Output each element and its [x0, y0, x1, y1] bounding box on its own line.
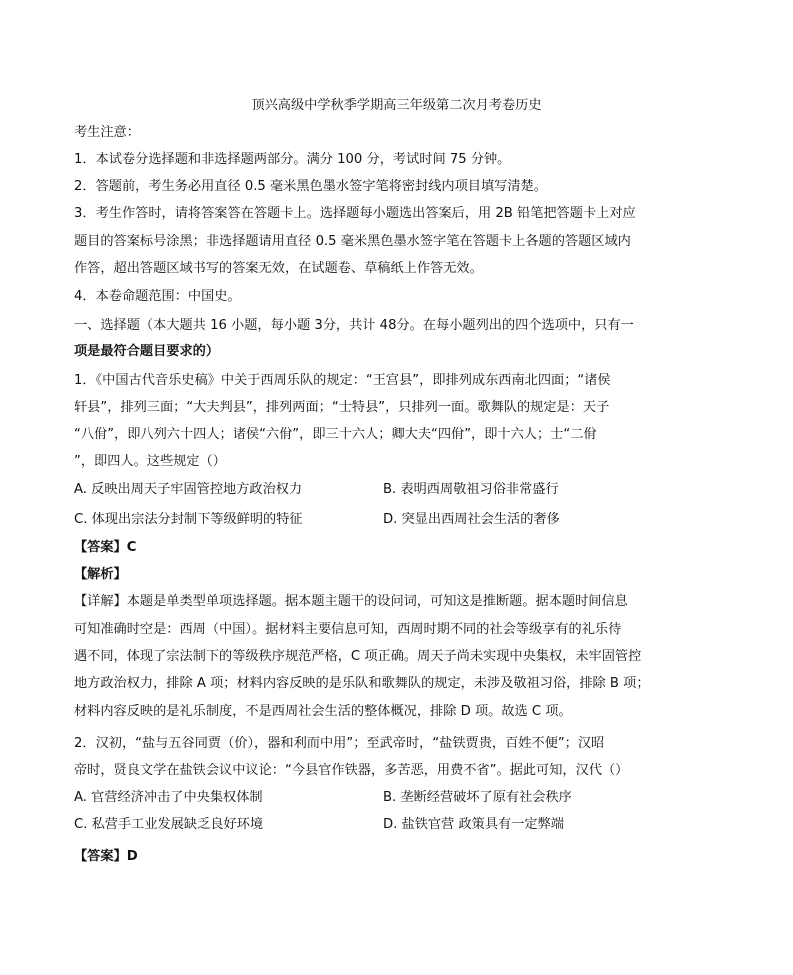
- q2-stem-line-1: 2．汉初，“盐与五谷同贾（价），器和利而中用”；至武帝时，“盐铁贾贵，百姓不便”；汉昭: [74, 736, 605, 751]
- notice-heading: 考生注意：: [74, 125, 140, 140]
- q1-option-c: C. 体现出宗法分封制下等级鲜明的特征: [74, 512, 303, 527]
- notice-item-3-cont: 题目的答案标号涂黑；非选择题请用直径 0.5 毫米黑色墨水签字笔在答题卡上各题的答题区域内: [74, 234, 631, 249]
- q2-answer: 【答案】D: [74, 849, 138, 864]
- q1-stem-line-3: “八佾”，即八列六十四人；诸侯“六佾”，即三十六人；卿大夫“四佾”，即十六人；士“二佾: [74, 427, 597, 442]
- q1-detail-line-5: 材料内容反映的是礼乐制度，不是西周社会生活的整体概况，排除 D 项。故选 C 项。: [74, 704, 572, 719]
- q1-detail-line-3: 遇不同，体现了宗法制下的等级秩序规范严格，C 项正确。周天子尚未实现中央集权，未牢固管控: [74, 649, 642, 664]
- q1-stem-line-2: 轩县”，排列三面；“大夫判县”，排列两面；“士特县”，只排列一面。歌舞队的规定是：天子: [74, 400, 610, 415]
- q1-detail-line-2: 可知准确时空是：西周（中国）。据材料主要信息可知，西周时期不同的社会等级享有的礼乐待: [74, 622, 622, 637]
- q1-option-b: B. 表明西周敬祖习俗非常盛行: [383, 482, 559, 497]
- notice-item-4: 4．本卷命题范围：中国史。: [74, 289, 241, 304]
- q1-answer: 【答案】C: [74, 540, 137, 555]
- q1-stem-line-1: 1．《中国古代音乐史稿》中关于西周乐队的规定：“王宫县”，即排列成东西南北四面；“诸侯: [74, 373, 611, 388]
- q1-analysis-heading: 【解析】: [74, 567, 127, 582]
- q1-detail-line-1: 【详解】本题是单类型单项选择题。据本题主题干的设问词，可知这是推断题。据本题时间信息: [74, 594, 628, 609]
- notice-item-3: 3．考生作答时，请将答案答在答题卡上。选择题每小题选出答案后，用 2B 铅笔把答题卡上对应: [74, 206, 636, 221]
- document-title: 顶兴高级中学秋季学期高三年级第二次月考卷历史: [251, 98, 542, 113]
- notice-item-1: 1．本试卷分选择题和非选择题两部分。满分 100 分，考试时间 75 分钟。: [74, 152, 511, 167]
- q1-option-d: D. 突显出西周社会生活的奢侈: [383, 512, 560, 527]
- q1-detail-line-4: 地方政治权力，排除 A 项；材料内容反映的是乐队和歌舞队的规定，未涉及敬祖习俗，排除 B 项；: [74, 676, 650, 691]
- notice-item-3-end: 作答，超出答题区域书写的答案无效，在试题卷、草稿纸上作答无效。: [74, 261, 483, 276]
- q2-option-b: B. 垄断经营破坏了原有社会秩序: [383, 790, 572, 805]
- section-heading-cont: 项是最符合题目要求的）: [74, 344, 220, 359]
- q2-stem-line-2: 帝时，贤良文学在盐铁会议中议论：“今县官作铁器，多苦恶，用费不省”。据此可知，汉代（）: [74, 763, 629, 778]
- section-heading: 一、选择题（本大题共 16 小题，每小题 3分，共计 48分。在每小题列出的四个选项中，只有一: [74, 318, 634, 333]
- q1-option-a: A. 反映出周天子牢固管控地方政治权力: [74, 482, 303, 497]
- q2-option-a: A. 官营经济冲击了中央集权体制: [74, 790, 263, 805]
- notice-item-2: 2．答题前，考生务必用直径 0.5 毫米黑色墨水签字笔将密封线内项目填写清楚。: [74, 179, 547, 194]
- q1-stem-line-4: ”，即四人。这些规定（）: [74, 454, 226, 469]
- q2-option-d: D. 盐铁官营 政策具有一定弊端: [383, 817, 564, 832]
- q2-option-c: C. 私营手工业发展缺乏良好环境: [74, 817, 264, 832]
